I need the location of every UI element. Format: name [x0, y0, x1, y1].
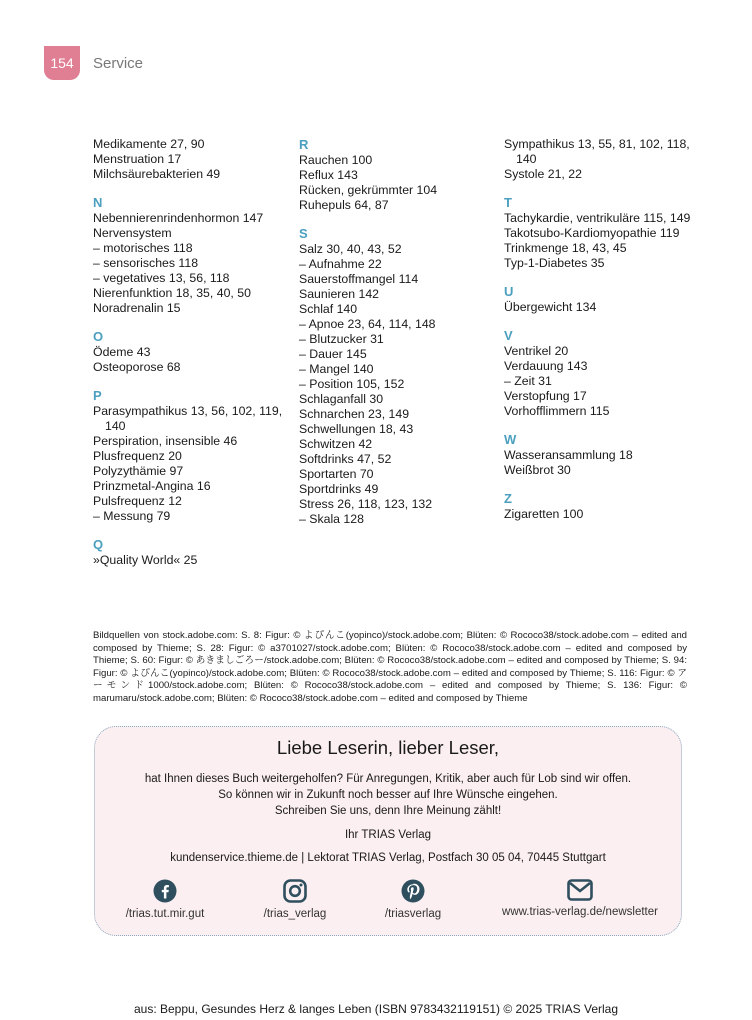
publisher-signature: Ihr TRIAS Verlag — [344, 829, 432, 841]
index-entry: – Apnoe 23, 64, 114, 148 — [299, 317, 436, 331]
index-entry: Sportdrinks 49 — [299, 482, 379, 496]
index-entry: – Mangel 140 — [299, 362, 374, 376]
facebook-link[interactable] — [115, 879, 215, 920]
contact-line: kundenservice.thieme.de | Lektorat TRIAS Verlag, Postfach 30 05 04, 70445 Stuttgart — [170, 852, 606, 864]
index-letter-heading: Z — [504, 491, 512, 506]
index-letter-heading: O — [93, 329, 104, 344]
index-entry: Schwitzen 42 — [299, 437, 373, 451]
index-letter-heading: S — [299, 226, 308, 241]
index-entry: Verstopfung 17 — [504, 389, 587, 403]
index-column-1 — [93, 137, 293, 568]
index-entry: Parasympathikus 13, 56, 102, 119, 140 — [93, 404, 283, 433]
index-entry: Vorhofflimmern 115 — [504, 404, 610, 418]
footer-citation: aus: Beppu, Gesundes Herz & langes Leben (ISBN 9783432119151) © 2025 TRIAS Verlag — [133, 1002, 619, 1016]
index-column-3 — [504, 137, 704, 522]
index-entry: Ödeme 43 — [93, 345, 151, 359]
index-entry: Menstruation 17 — [93, 152, 182, 166]
pinterest-icon — [401, 879, 425, 903]
index-entry: Systole 21, 22 — [504, 167, 582, 181]
index-entry: – motorisches 118 — [93, 241, 193, 255]
index-entry: – Skala 128 — [299, 512, 364, 526]
feedback-line: hat Ihnen dieses Buch weitergeholfen? Für Anregungen, Kritik, aber auch für Lob sind wir offen. — [144, 773, 632, 785]
index-letter-heading: W — [504, 432, 517, 447]
index-entry: Übergewicht 134 — [504, 300, 597, 314]
index-entry: Sympathikus 13, 55, 81, 102, 118, 140 — [504, 137, 690, 166]
index-letter-heading: U — [504, 284, 514, 299]
mail-icon — [567, 879, 593, 901]
index-entry: – Messung 79 — [93, 509, 171, 523]
index-entry: – Position 105, 152 — [299, 377, 405, 391]
index-entry: Salz 30, 40, 43, 52 — [299, 242, 402, 256]
feedback-heading: Liebe Leserin, lieber Leser, — [276, 737, 500, 758]
index-entry: Softdrinks 47, 52 — [299, 452, 392, 466]
index-entry: Noradrenalin 15 — [93, 301, 181, 315]
index-entry: Nervensystem — [93, 226, 172, 240]
index-entry: Sauerstoffmangel 114 — [299, 272, 419, 286]
facebook-icon — [153, 879, 177, 903]
index-entry: Osteoporose 68 — [93, 360, 181, 374]
index-entry: Nierenfunktion 18, 35, 40, 50 — [93, 286, 251, 300]
index-letter-heading: Q — [93, 537, 104, 552]
index-entry: Weißbrot 30 — [504, 463, 571, 477]
index-letter-heading: R — [299, 137, 309, 152]
reader-feedback-box — [94, 726, 682, 936]
index-entry: Schnarchen 23, 149 — [299, 407, 410, 421]
index-column-2 — [299, 137, 499, 527]
feedback-line: So können wir in Zukunft noch besser auf Ihre Wünsche eingehen. — [218, 789, 558, 801]
index-entry: Medikamente 27, 90 — [93, 137, 205, 151]
section-title: Service — [93, 55, 144, 72]
index-entry: Rauchen 100 — [299, 153, 373, 167]
index-entry: Typ-1-Diabetes 35 — [504, 256, 605, 270]
index-entry: Perspiration, insensible 46 — [93, 434, 238, 448]
pinterest-link[interactable] — [363, 879, 463, 920]
pinterest-label: /triasverlag — [384, 908, 442, 920]
index-entry: Takotsubo-Kardiomyopathie 119 — [504, 226, 680, 240]
index-letter-heading: N — [93, 195, 103, 210]
index-entry: Rücken, gekrümmter 104 — [299, 183, 438, 197]
index-entry: Wasseransammlung 18 — [504, 448, 633, 462]
index-entry: Prinzmetal-Angina 16 — [93, 479, 211, 493]
image-credits: Bildquellen von stock.adobe.com: S. 8: Figur: © よぴんこ(yopinco)/stock.adobe.com; Blüten: © Rococo38/stock.adobe.com – edited and composed by Thieme; S. 28: Figur: © a3701027/stock.adobe.com; Blüten: © Rococo38/stock.adobe.com – edited and composed by Thieme; S. 60: Figur: © あきましごろー/stock.adobe.com; Blüten: © Rococo38/stock.adobe.com – edited and composed by Thieme; S. 94: Figur: © よぴんこ(yopinco)/stock.adobe.com; Blüten: © Rococo38/stock.adobe.com – edited and composed by Thieme; S. 116: Figur: © アーモンド1000/stock.adobe.com; Blüten: © Rococo38/stock.adobe.com – edited and composed by Thieme; S. 136: Figur: © marumaru/stock.adobe.com; Blüten: © Rococo38/stock.adobe.com – edited and composed by Thieme — [93, 630, 687, 704]
index-entry: »Quality World« 25 — [93, 553, 198, 567]
index-entry: Schwellungen 18, 43 — [299, 422, 414, 436]
index-entry: Trinkmenge 18, 43, 45 — [504, 241, 627, 255]
instagram-icon — [283, 879, 307, 903]
index-entry: – Blutzucker 31 — [299, 332, 384, 346]
index-entry: Stress 26, 118, 123, 132 — [299, 497, 433, 511]
instagram-label: /trias_verlag — [263, 908, 327, 920]
index-entry: Ventrikel 20 — [504, 344, 569, 358]
index-entry: – Dauer 145 — [299, 347, 367, 361]
feedback-text — [95, 771, 681, 819]
index-entry: Tachykardie, ventrikuläre 115, 149 — [504, 211, 691, 225]
feedback-line: Schreiben Sie uns, denn Ihre Meinung zählt! — [274, 805, 502, 817]
index-entry: Schlaf 140 — [299, 302, 358, 316]
index-entry: Schlaganfall 30 — [299, 392, 384, 406]
index-entry: Ruhepuls 64, 87 — [299, 198, 389, 212]
index-letter-heading: P — [93, 388, 102, 403]
instagram-link[interactable] — [245, 879, 345, 920]
index-letter-heading: T — [504, 195, 512, 210]
index-entry: – Zeit 31 — [504, 374, 552, 388]
index-entry: Reflux 143 — [299, 168, 358, 182]
index-entry: Milchsäurebakterien 49 — [93, 167, 221, 181]
index-entry: – sensorisches 118 — [93, 256, 199, 270]
index-letter-heading: V — [504, 328, 513, 343]
index-entry: Zigaretten 100 — [504, 507, 584, 521]
newsletter-link[interactable] — [480, 879, 680, 918]
index-entry: Sportarten 70 — [299, 467, 374, 481]
index-entry: Verdauung 143 — [504, 359, 588, 373]
index-entry: – Aufnahme 22 — [299, 257, 382, 271]
index-entry: Nebennierenrindenhormon 147 — [93, 211, 264, 225]
index-entry: – vegetatives 13, 56, 118 — [93, 271, 230, 285]
index-entry: Saunieren 142 — [299, 287, 379, 301]
newsletter-label: www.trias-verlag.de/newsletter — [502, 906, 658, 918]
index-entry: Polyzythämie 97 — [93, 464, 184, 478]
page-number-badge: 154 — [44, 46, 80, 80]
index-entry: Plusfrequenz 20 — [93, 449, 182, 463]
facebook-label: /trias.tut.mir.gut — [125, 908, 205, 920]
index-entry: Pulsfrequenz 12 — [93, 494, 182, 508]
